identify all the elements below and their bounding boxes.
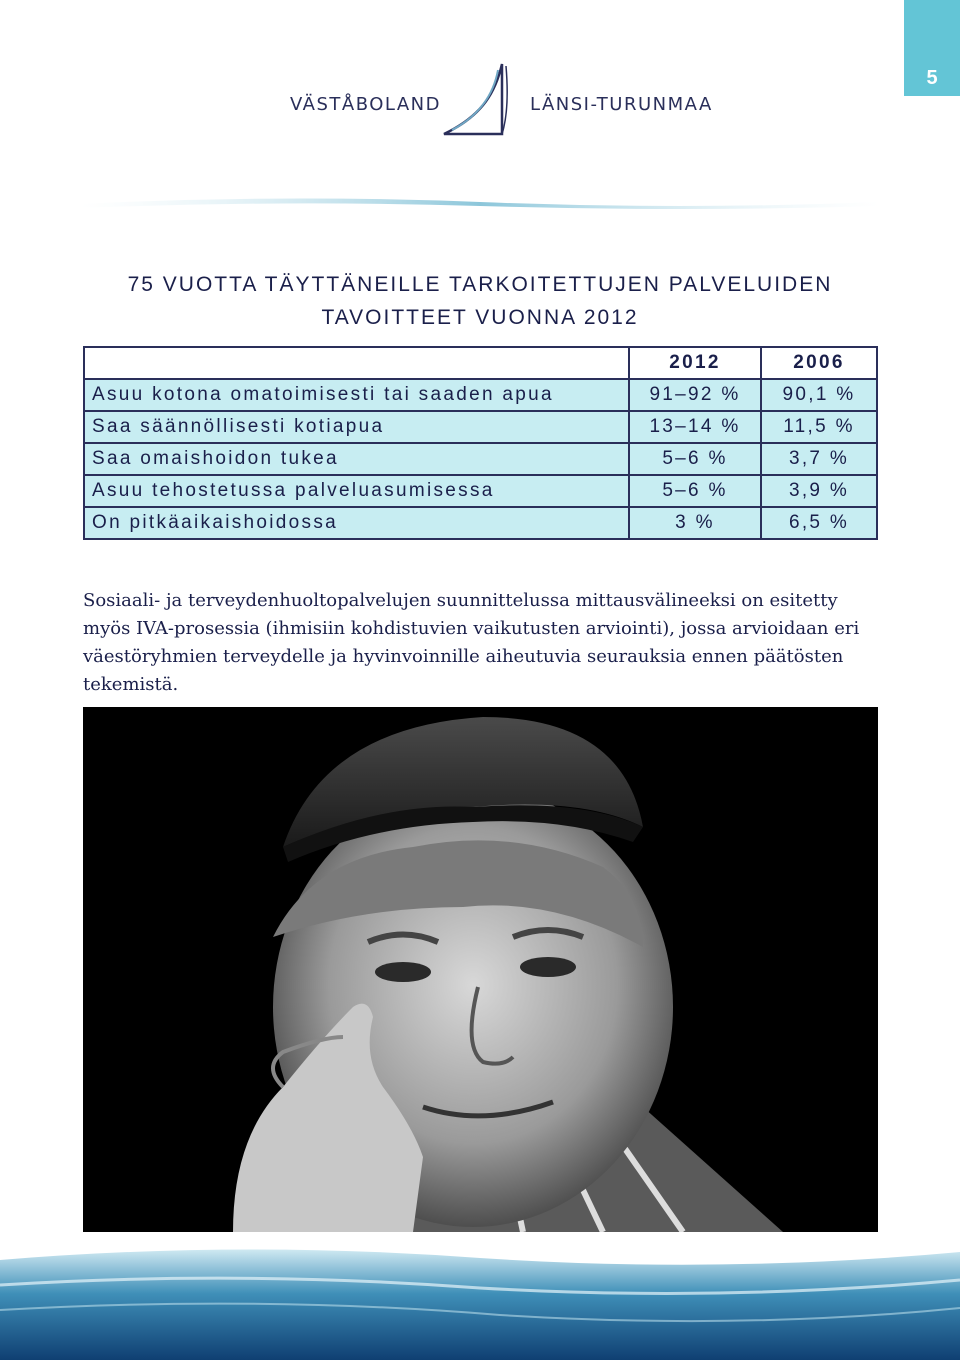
- portrait-photo: [83, 707, 878, 1232]
- body-paragraph: Sosiaali- ja terveydenhuoltopalvelujen suunnittelussa mittausvälineeksi on esitetty myös IVA-prosessia (ihmisiin kohdistuvien vaikutusten arviointi), jossa arvioidaan eri väestöryhmien terveydelle ja hyvinvoinnille aiheutuvia seurauksia ennen päätösten tekemistä.: [83, 590, 860, 695]
- table-header-row: [84, 347, 877, 379]
- heading-line-2: TAVOITTEET VUONNA 2012: [321, 306, 639, 329]
- row-label: Asuu tehostetussa palveluasumisessa: [84, 475, 629, 507]
- row-value-2006: 6,5 %: [761, 507, 877, 539]
- row-value-2006: 90,1 %: [761, 379, 877, 411]
- table-row: [84, 475, 877, 507]
- table-header-2006: 2006: [761, 347, 877, 379]
- wave-divider: [80, 192, 880, 212]
- row-value-2006: 11,5 %: [761, 411, 877, 443]
- table-header-blank: [84, 347, 629, 379]
- table-row: [84, 507, 877, 539]
- row-value-2012: 13–14 %: [629, 411, 761, 443]
- row-label: Asuu kotona omatoimisesti tai saaden apua: [84, 379, 629, 411]
- logo-right-text: LÄNSI-TURUNMAA: [530, 94, 713, 115]
- portrait-photo-illustration: [83, 707, 878, 1232]
- row-value-2006: 3,9 %: [761, 475, 877, 507]
- row-label: On pitkäaikaishoidossa: [84, 507, 629, 539]
- logo: [0, 60, 960, 150]
- row-value-2012: 5–6 %: [629, 443, 761, 475]
- section-heading: [0, 268, 960, 334]
- row-value-2012: 5–6 %: [629, 475, 761, 507]
- goals-table: [83, 346, 878, 540]
- row-value-2012: 3 %: [629, 507, 761, 539]
- page-number: 5: [926, 67, 938, 89]
- logo-left-text: VÄSTÅBOLAND: [290, 94, 441, 115]
- sail-logo-icon: [436, 60, 516, 140]
- table-header-2012: 2012: [629, 347, 761, 379]
- heading-line-1: 75 VUOTTA TÄYTTÄNEILLE TARKOITETTUJEN PALVELUIDEN: [127, 273, 833, 296]
- table-row: [84, 411, 877, 443]
- table-row: [84, 443, 877, 475]
- row-value-2006: 3,7 %: [761, 443, 877, 475]
- water-footer-decoration: [0, 1240, 960, 1360]
- row-label: Saa säännöllisesti kotiapua: [84, 411, 629, 443]
- table-row: [84, 379, 877, 411]
- row-value-2012: 91–92 %: [629, 379, 761, 411]
- row-label: Saa omaishoidon tukea: [84, 443, 629, 475]
